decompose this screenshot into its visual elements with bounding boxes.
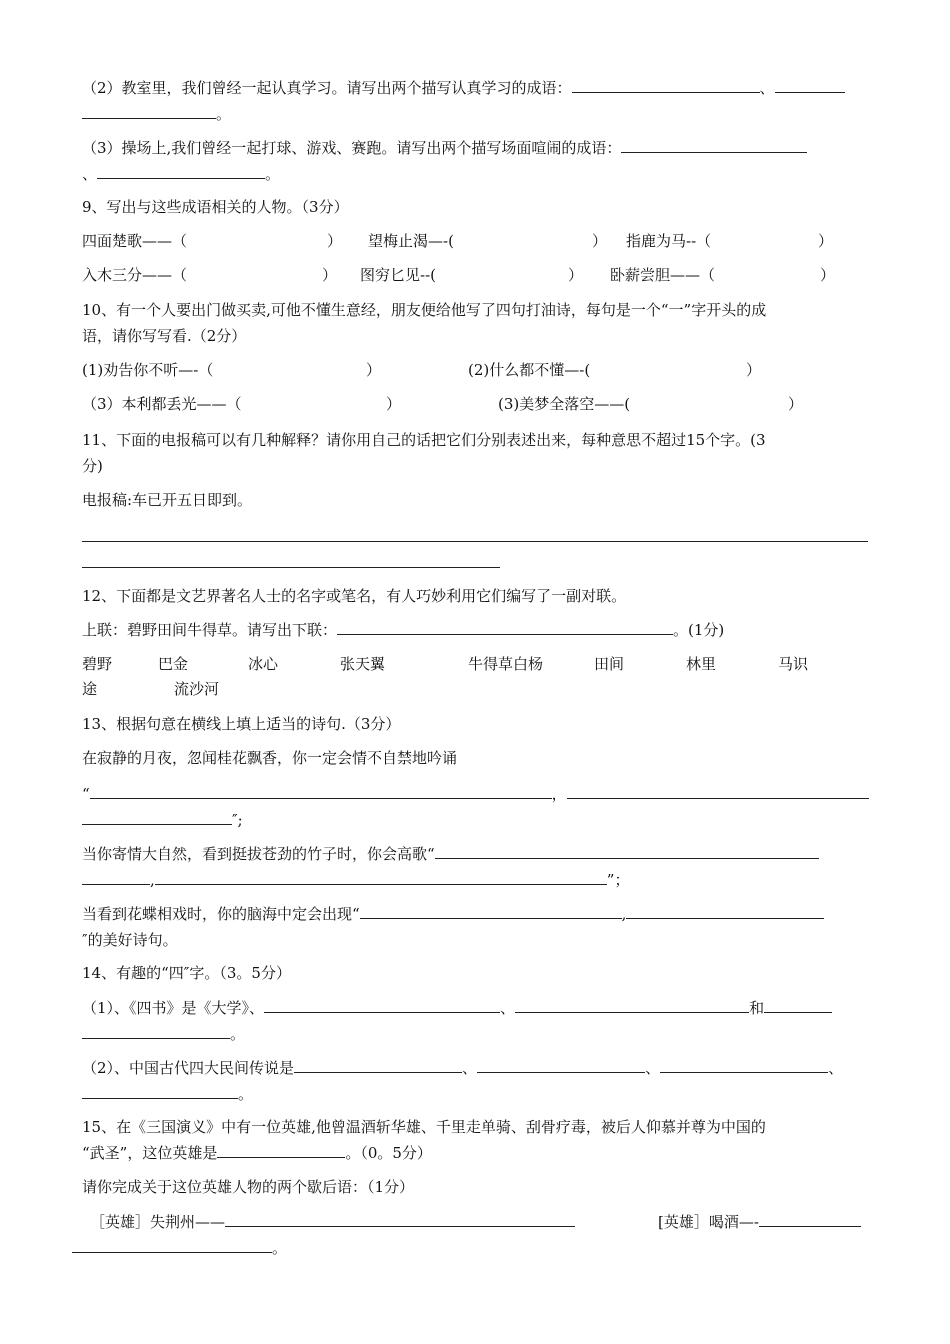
q9-r1-c1-close: ） (327, 232, 343, 250)
answer-blank[interactable] (337, 620, 673, 635)
q12-score: 。(1分) (673, 621, 725, 639)
q13-title: 13、根据句意在横线上填上适当的诗句.（3分） (82, 715, 401, 733)
q15-title-line2 (82, 1143, 432, 1163)
q13-s3 (82, 904, 824, 924)
name-item: 牛得草白杨 (468, 655, 544, 673)
q11-telegram: 电报稿:车已开五日即到。 (82, 491, 253, 509)
q13-s1: 在寂静的月夜，忽闻桂花飘香，你一定会情不自禁地吟诵 (82, 749, 458, 767)
period: 。 (265, 165, 281, 183)
q15-x2-text: [英雄］喝酒—- (658, 1213, 759, 1231)
q10-title-line2: 语，请你写写看.（2分） (82, 327, 247, 345)
q9-r2-c2: 图穷匕见--( (360, 266, 436, 284)
answer-blank[interactable] (82, 1024, 230, 1039)
answer-blank[interactable] (97, 164, 265, 179)
comma: , (150, 871, 155, 889)
q13-s1-blanks (82, 784, 869, 804)
q10-r1-c1: (1)劝告你不听—-（ (82, 361, 214, 379)
q10-r1-c1-close: ） (366, 361, 382, 379)
q14-p1-text: （1）、《四书》是《大学》、 (82, 999, 265, 1017)
q13-s3-end: ″的美好诗句。 (82, 931, 178, 949)
name-item: 巴金 (158, 655, 189, 673)
q14-p1-cont (82, 1024, 245, 1044)
answer-blank[interactable] (515, 998, 749, 1013)
q10-title-line1: 10、有一个人要出门做买卖,可他不懂生意经，朋友便给他写了四句打油诗，每句是一个“一”字开头的成 (82, 301, 767, 319)
q9-r1-c2: 望梅止渴—-( (368, 232, 454, 250)
answer-blank[interactable] (626, 904, 824, 919)
q10-r1-c2: (2)什么都不懂—-( (468, 361, 591, 379)
answer-blank[interactable] (264, 998, 500, 1013)
q9-r2-c3-close: ） (820, 266, 836, 284)
q15-x-cont (72, 1238, 287, 1258)
separator: 、 (828, 1059, 844, 1077)
answer-blank[interactable] (572, 78, 760, 93)
answer-blank[interactable] (155, 870, 607, 885)
q9-r1-c2-close: ） (592, 232, 608, 250)
answer-blank[interactable] (82, 870, 150, 885)
q13-s2-text: 当你寄情大自然，看到挺拔苍劲的竹子时，你会高歌“ (82, 845, 435, 863)
answer-blank[interactable] (225, 1212, 575, 1227)
q9-r2-c1: 入木三分——（ (82, 266, 188, 284)
name-item: 冰心 (248, 655, 279, 673)
name-item: 张天翼 (340, 655, 386, 673)
q9-r1-c1: 四面楚歌——（ (82, 232, 188, 250)
conjunction: 和 (749, 999, 765, 1017)
q9-title: 9、写出与这些成语相关的人物。（3分） (82, 198, 349, 216)
q14-title: 14、有趣的“四″字。（3。5分） (82, 964, 291, 982)
q13-s2-cont (82, 870, 629, 890)
answer-blank[interactable] (90, 784, 552, 799)
q13-s2 (82, 844, 819, 864)
answer-blank[interactable] (82, 104, 216, 119)
q10-r2-c2-close: ） (788, 395, 804, 413)
q9-r1-c3-close: ） (818, 232, 834, 250)
q14-p2-cont (82, 1084, 253, 1104)
answer-blank[interactable] (72, 1238, 272, 1253)
name-item: 田间 (594, 655, 625, 673)
q11-title-line1: 11、下面的电报稿可以有几种解释？请你用自己的话把它们分别表述出来，每种意思不超过15个字。(3 (82, 431, 766, 449)
q15-title2-text: “武圣”，这位英雄是 (82, 1144, 218, 1162)
name-item: 马识 (778, 655, 809, 673)
q13-s1-cont (82, 810, 243, 830)
q12-prompt (82, 620, 724, 640)
q11-title-line2: 分) (82, 457, 103, 475)
answer-blank[interactable] (621, 138, 807, 153)
q10-r2-c1: （3）本利都丢光——（ (82, 395, 242, 413)
q15-title-line1: 15、在《三国演义》中有一位英雄,他曾温酒斩华雄、千里走单骑、刮骨疗毒，被后人仰慕并尊为中国的 (82, 1118, 766, 1136)
period: 。 (230, 1025, 246, 1043)
q8-part2 (82, 78, 845, 98)
q10-r2-c2: (3)美梦全落空——( (498, 395, 631, 413)
q9-r1-c3: 指鹿为马--（ (626, 232, 712, 250)
q12-prompt-text: 上联：碧野田间牛得草。请写出下联： (82, 621, 338, 639)
comma: , (621, 905, 627, 923)
q9-r2-c2-close: ） (568, 266, 584, 284)
answer-blank[interactable] (294, 1058, 462, 1073)
name-item: 碧野 (82, 655, 113, 673)
answer-blank[interactable] (660, 1058, 828, 1073)
q15-x1-text: ［英雄］失荆州—— (90, 1213, 226, 1231)
quote-close: ”； (606, 871, 630, 889)
answer-line[interactable] (82, 567, 500, 568)
q9-r2-c3: 卧薪尝胆——（ (610, 266, 716, 284)
q13-s3-text: 当看到花蝶相戏时，你的脑海中定会出现“ (82, 905, 360, 923)
q8-part2-text: （2）教室里，我们曾经一起认真学习。请写出两个描写认真学习的成语： (82, 79, 572, 97)
name-item: 流沙河 (174, 680, 220, 698)
answer-blank[interactable] (567, 784, 869, 799)
answer-blank[interactable] (775, 78, 845, 93)
q15-s1: 请你完成关于这位英雄人物的两个歇后语：（1分） (82, 1178, 415, 1196)
answer-blank[interactable] (217, 1143, 345, 1158)
period: 。 (216, 105, 232, 123)
q14-p1 (82, 998, 832, 1018)
q15-score: 。（0。5分） (345, 1144, 432, 1162)
period: 。 (272, 1239, 288, 1257)
name-item: 途 (82, 680, 98, 698)
q8-part3-text: （3）操场上,我们曾经一起打球、游戏、赛跑。请写出两个描写场面喧闹的成语： (82, 139, 622, 157)
q15-x1 (90, 1212, 575, 1232)
q10-r2-c1-close: ） (386, 395, 402, 413)
q8-part3 (82, 138, 807, 158)
quote-mark: “ (82, 785, 90, 803)
period: 。 (238, 1085, 254, 1103)
q9-r2-c1-close: ） (322, 266, 338, 284)
answer-blank[interactable] (435, 844, 819, 859)
answer-blank[interactable] (360, 904, 622, 919)
q15-x2 (658, 1212, 861, 1232)
separator: 、 (462, 1059, 478, 1077)
quote-close: ″; (232, 811, 243, 829)
separator: 、 (759, 79, 775, 97)
q8-part3-cont (82, 164, 280, 184)
q14-p2 (82, 1058, 843, 1078)
answer-blank[interactable] (764, 998, 832, 1013)
separator: 、 (500, 999, 516, 1017)
separator: 、 (82, 165, 98, 183)
answer-blank[interactable] (82, 810, 232, 825)
answer-line[interactable] (82, 541, 868, 542)
separator: 、 (645, 1059, 661, 1077)
q10-r1-c2-close: ） (746, 361, 762, 379)
comma: ， (551, 785, 567, 803)
name-item: 林里 (686, 655, 717, 673)
answer-blank[interactable] (477, 1058, 645, 1073)
answer-blank[interactable] (759, 1212, 861, 1227)
q12-title: 12、下面都是文艺界著名人士的名字或笔名，有人巧妙利用它们编写了一副对联。 (82, 587, 627, 605)
answer-blank[interactable] (82, 1084, 238, 1099)
q8-part2-cont (82, 104, 231, 124)
q14-p2-text: （2）、中国古代四大民间传说是 (82, 1059, 295, 1077)
